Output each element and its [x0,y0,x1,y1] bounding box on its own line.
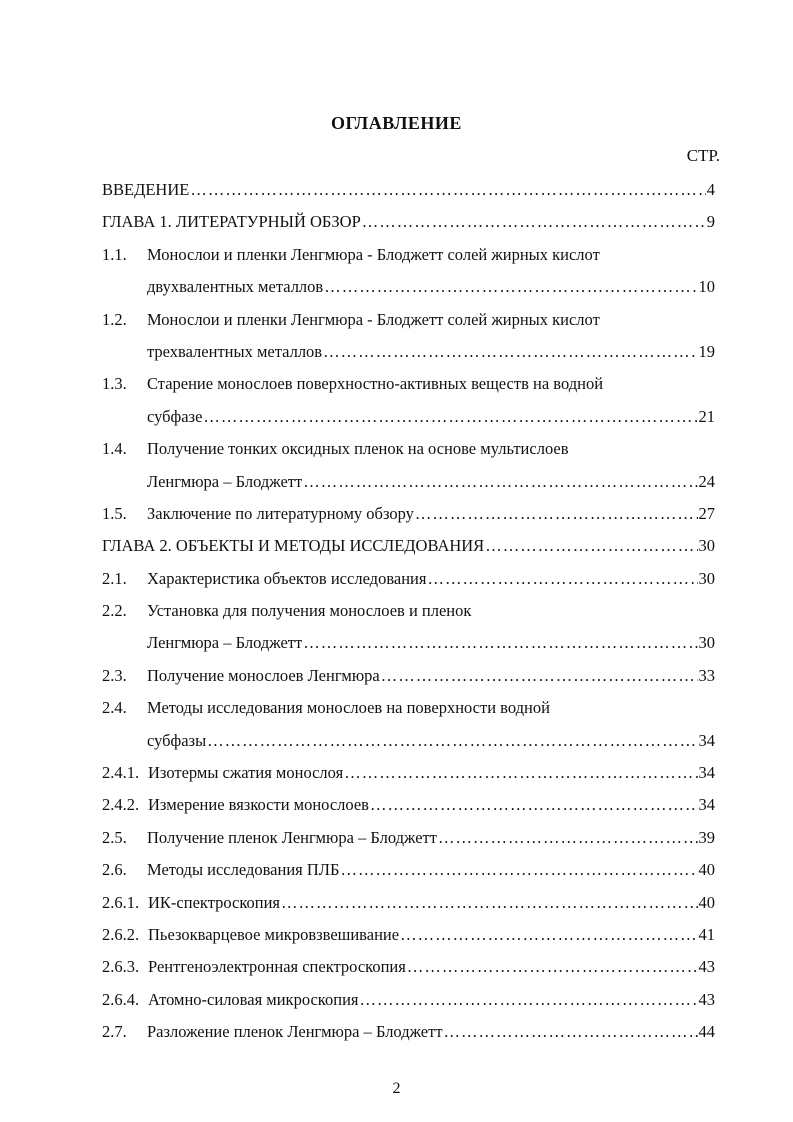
toc-entry-title: Рентгеноэлектронная спектроскопия [148,957,406,977]
toc-line [102,854,715,886]
dot-leader [407,951,698,983]
dot-leader [203,401,697,433]
toc-entry-page: 10 [698,277,715,297]
toc-line [102,919,715,951]
toc-entry-page: 41 [698,924,715,944]
toc-entry-page: 30 [698,536,715,556]
toc-entry-page: 27 [698,503,715,523]
toc-line [102,498,715,530]
toc-line [102,563,715,595]
toc-line [102,789,715,821]
toc-entry-title: Ленгмюра – Блоджетт [147,633,303,653]
toc-entry-page: 34 [698,730,715,750]
toc-entry-title: Заключение по литературному обзору [147,503,414,523]
toc-line [102,530,715,562]
toc-entry-title: Монослои и пленки Ленгмюра - Блоджетт солей жирных кислот [147,244,600,264]
toc-entry-page: 24 [698,471,715,491]
dot-leader [303,627,697,659]
toc-entry-number: 2.6.1. [102,892,140,912]
toc-line [102,660,715,692]
toc-line [102,239,715,271]
toc-entry-title: Получение монослоев Ленгмюра [147,665,380,685]
toc-entry-title: субфазы [147,730,207,750]
table-of-contents [102,174,715,1049]
dot-leader [360,984,698,1016]
toc-entry-number: 2.6.2. [102,924,140,944]
toc-entry-title: ВВЕДЕНИЕ [102,180,190,199]
toc-entry-number: 1.3. [102,374,127,394]
toc-entry-number: 2.6. [102,860,127,880]
toc-entry-title: Пьезокварцевое микровзвешивание [148,924,400,944]
toc-line [102,206,715,238]
toc-entry-page: 44 [698,1022,715,1042]
dot-leader [485,530,697,562]
toc-entry-page: 40 [698,892,715,912]
toc-entry-page: 39 [698,827,715,847]
dot-leader [324,271,697,303]
toc-line [102,174,715,206]
toc-entry-number: 2.3. [102,665,127,685]
dot-leader [344,757,697,789]
toc-line [102,271,715,303]
toc-entry-title: Измерение вязкости монослоев [148,795,369,815]
toc-entry-number: 2.6.4. [102,989,140,1009]
dot-leader [340,854,697,886]
toc-line [102,984,715,1016]
toc-entry-title: Атомно-силовая микроскопия [148,989,359,1009]
toc-entry-number: 2.2. [102,601,127,621]
dot-leader [427,563,697,595]
dot-leader [381,660,698,692]
dot-leader [190,174,705,206]
toc-entry-title: Монослои и пленки Ленгмюра - Блоджетт солей жирных кислот [147,309,600,329]
toc-entry-page: 30 [698,633,715,653]
toc-entry-number: 1.1. [102,244,127,264]
toc-entry-title: ГЛАВА 1. ЛИТЕРАТУРНЫЙ ОБЗОР [102,212,361,232]
toc-entry-title: Методы исследования ПЛБ [147,860,340,880]
toc-line [102,368,715,400]
toc-entry-number: 2.4.2. [102,795,140,815]
toc-entry-number: 1.2. [102,309,127,329]
page-title: ОГЛАВЛЕНИЕ [331,113,462,133]
toc-line [102,627,715,659]
toc-entry-page: 40 [698,860,715,880]
toc-entry-title: ИК-спектроскопия [148,892,281,912]
toc-entry-title: Изотермы сжатия монослоя [148,763,344,783]
toc-line [102,692,715,724]
toc-entry-page: 34 [698,763,715,783]
toc-entry-page: 33 [698,665,715,685]
toc-entry-title: ГЛАВА 2. ОБЪЕКТЫ И МЕТОДЫ ИССЛЕДОВАНИЯ [102,536,485,556]
toc-line [102,466,715,498]
page-column-label: СТР. [686,146,720,165]
toc-line [102,887,715,919]
toc-entry-number: 1.5. [102,503,127,523]
toc-entry-title: Установка для получения монослоев и пленок [147,601,472,621]
toc-line [102,336,715,368]
toc-entry-page: 9 [706,212,715,232]
dot-leader [444,1016,698,1048]
toc-entry-title: двухвалентных металлов [147,277,324,297]
dot-leader [415,498,698,530]
toc-entry-page: 4 [706,180,715,199]
toc-line [102,595,715,627]
toc-line [102,433,715,465]
toc-entry-title: субфазе [147,406,203,426]
toc-entry-page: 30 [698,568,715,588]
dot-leader [438,822,698,854]
toc-line [102,951,715,983]
toc-entry-title: Ленгмюра – Блоджетт [147,471,303,491]
toc-entry-page: 43 [698,989,715,1009]
dot-leader [281,887,697,919]
toc-entry-number: 2.6.3. [102,957,140,977]
toc-entry-title: Разложение пленок Ленгмюра – Блоджетт [147,1022,443,1042]
toc-entry-page: 19 [698,341,715,361]
toc-entry-page: 21 [698,406,715,426]
dot-leader [362,206,706,238]
toc-entry-page: 43 [698,957,715,977]
toc-entry-title: Получение тонких оксидных пленок на основе мультислоев [147,439,569,459]
toc-line [102,1016,715,1048]
toc-line [102,822,715,854]
dot-leader [370,789,698,821]
page-number: 2 [392,1080,401,1097]
toc-line [102,757,715,789]
toc-line [102,725,715,757]
toc-line [102,401,715,433]
dot-leader [207,725,697,757]
dot-leader [400,919,697,951]
toc-entry-title: Методы исследования монослоев на поверхности водной [147,698,550,718]
toc-entry-number: 2.4.1. [102,763,140,783]
toc-entry-number: 2.1. [102,568,127,588]
toc-entry-title: Старение монослоев поверхностно-активных веществ на водной [147,374,604,394]
dot-leader [303,466,697,498]
toc-line [102,304,715,336]
toc-entry-number: 2.7. [102,1022,127,1042]
toc-entry-title: Получение пленок Ленгмюра – Блоджетт [147,827,437,847]
dot-leader [323,336,697,368]
toc-entry-number: 2.5. [102,827,127,847]
toc-entry-page: 34 [698,795,715,815]
toc-entry-title: Характеристика объектов исследования [147,568,427,588]
toc-entry-number: 2.4. [102,698,127,718]
toc-entry-number: 1.4. [102,439,127,459]
toc-entry-title: трехвалентных металлов [147,341,323,361]
